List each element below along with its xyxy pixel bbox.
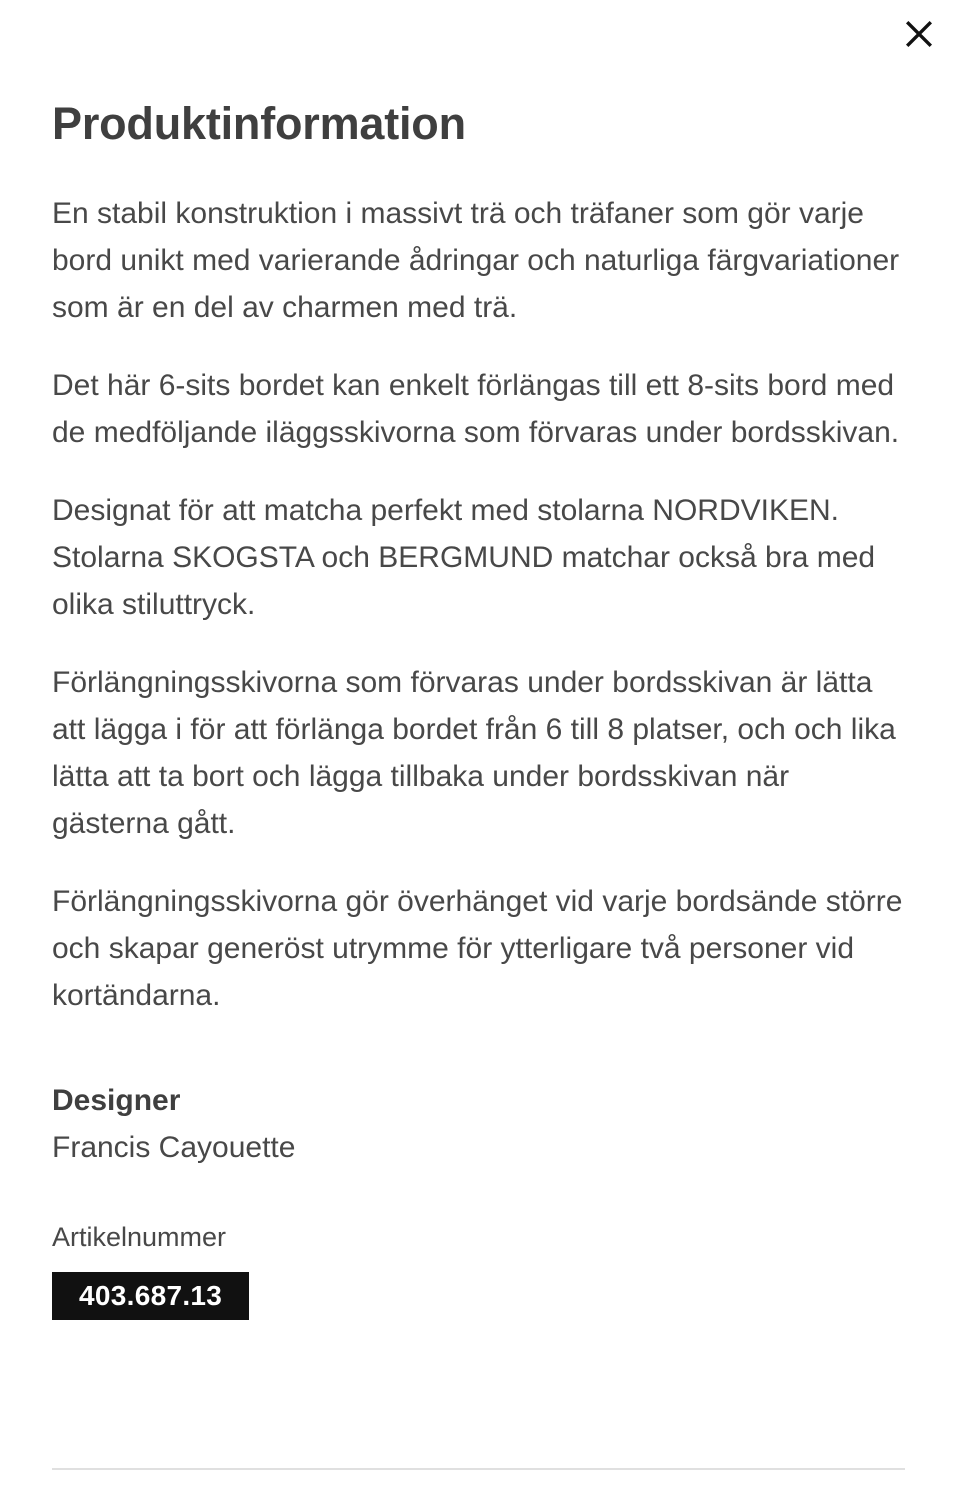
description-paragraph-3: Designat för att matcha perfekt med stolarna NORDVIKEN. Stolarna SKOGSTA och BERGMUND matchar också bra med olika stiluttryck. (52, 494, 876, 621)
article-number-label: Artikelnummer (52, 1222, 227, 1252)
article-number-badge: 403.687.13 (52, 1272, 249, 1320)
description-paragraph-5: Förlängningsskivorna gör överhänget vid varje bordsände större och skapar generöst utrymme för ytterligare två personer vid kortändarna. (52, 885, 903, 1012)
description-paragraph-4: Förlängningsskivorna som förvaras under bordsskivan är lätta att lägga i för att förlänga bordet från 6 till 8 platser, och och lika lätta att ta bort och lägga tillbaka under bordsskivan när gästerna gått. (52, 666, 896, 840)
description-paragraph-1: En stabil konstruktion i massivt trä och träfaner som gör varje bord unikt med varierande ådringar och naturliga färgvariationer som är en del av charmen med trä. (52, 197, 900, 324)
modal-content (52, 0, 908, 1320)
designer-heading: Designer (52, 1084, 181, 1117)
article-number-section (52, 1171, 908, 1320)
section-divider (52, 1468, 905, 1470)
designer-section (52, 1019, 908, 1171)
page-title: Produktinformation (52, 98, 466, 149)
description-paragraph-2: Det här 6-sits bordet kan enkelt förlängas till ett 8-sits bord med de medföljande iläggsskivorna som förvaras under bordsskivan. (52, 369, 900, 449)
designer-name: Francis Cayouette (52, 1131, 296, 1164)
close-icon (904, 19, 934, 49)
